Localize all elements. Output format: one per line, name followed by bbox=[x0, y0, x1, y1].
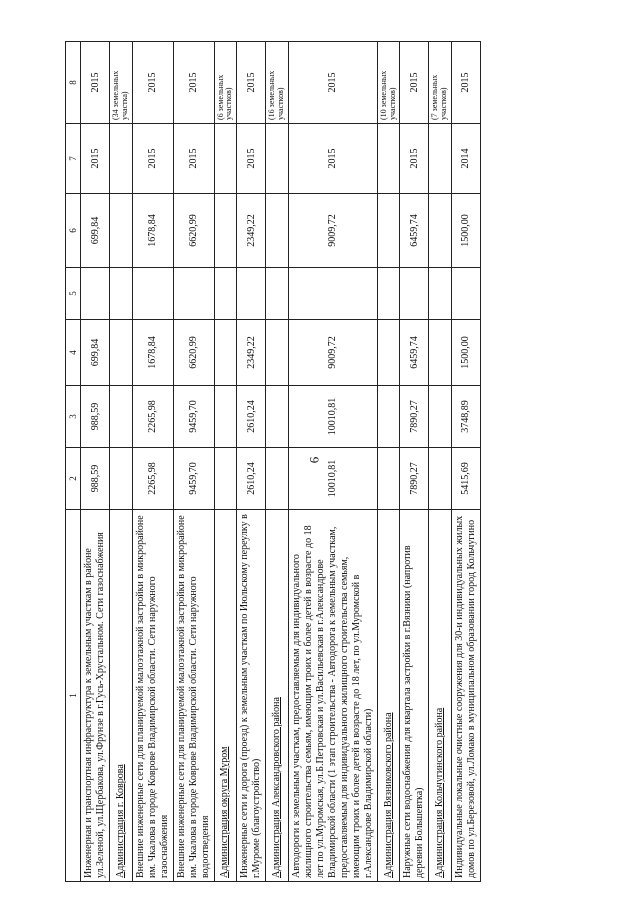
value-cell-c7: 2015 bbox=[288, 124, 377, 194]
value-cell-c4: 6459,74 bbox=[400, 320, 429, 386]
value-cell-c6: 2349,22 bbox=[237, 194, 266, 268]
empty-cell bbox=[377, 124, 400, 194]
empty-cell bbox=[266, 124, 289, 194]
empty-cell bbox=[266, 194, 289, 268]
value-cell-c3: 2265,98 bbox=[132, 386, 173, 448]
empty-cell bbox=[110, 448, 133, 510]
table-row bbox=[451, 42, 480, 882]
value-cell-c2: 5415,69 bbox=[451, 448, 480, 510]
value-cell-c7: 2015 bbox=[173, 124, 214, 194]
object-name-cell: Администрация округа Муром bbox=[214, 510, 237, 882]
empty-cell bbox=[377, 448, 400, 510]
value-cell-c3: 9459,70 bbox=[173, 386, 214, 448]
value-cell-c3: 3748,89 bbox=[451, 386, 480, 448]
value-cell-c8: 2015 bbox=[288, 42, 377, 124]
col-header: 3 bbox=[66, 386, 81, 448]
object-name-cell: Инженерные сети и дорога (проезд) к земельным участкам по Июльскому переулку в г.Муроме (благоустройство) bbox=[237, 510, 266, 882]
table-row bbox=[81, 42, 110, 882]
empty-cell bbox=[214, 194, 237, 268]
value-cell-c2: 988,59 bbox=[81, 448, 110, 510]
value-cell-c8: 2015 bbox=[237, 42, 266, 124]
table-row bbox=[288, 42, 377, 882]
empty-cell bbox=[377, 194, 400, 268]
value-cell-c5 bbox=[400, 268, 429, 320]
section-header-row bbox=[110, 42, 133, 882]
value-cell-c5 bbox=[451, 268, 480, 320]
empty-cell bbox=[266, 320, 289, 386]
table-row bbox=[173, 42, 214, 882]
object-name-cell: Инженерная и транспортная инфраструктура к земельным участкам в районе ул.Зеленой, ул.Щербакова, ул.Фрунзе в г.Гусь-Хрустальном. Сети газоснабжения bbox=[81, 510, 110, 882]
empty-cell bbox=[377, 386, 400, 448]
empty-cell bbox=[110, 320, 133, 386]
empty-cell bbox=[110, 124, 133, 194]
value-cell-c3: 10010,81 bbox=[288, 386, 377, 448]
section-header-row bbox=[214, 42, 237, 882]
object-name-cell: Автодороги к земельным участкам, предоставляемым для индивидуального жилищного строительства семьям, имеющим троих и более детей в возрасте до 18 лет по ул.Муромская, ул.Б.Петровская и ул.Васильевская в г.Александрове Владимирской области (1 этап строительства - Автодорога к земельным участкам, предоставляемым для индивидуального жилищного строительства семьям, имеющим троих и более детей в возрасте до 18 лет, по ул.Муромской в г.Александрове Владимирской области) bbox=[288, 510, 377, 882]
empty-cell bbox=[429, 386, 452, 448]
value-cell-c2: 2610,24 bbox=[237, 448, 266, 510]
empty-cell bbox=[429, 448, 452, 510]
col-header: 8 bbox=[66, 42, 81, 124]
empty-cell bbox=[110, 268, 133, 320]
value-cell-c6: 6620,99 bbox=[173, 194, 214, 268]
value-cell-c4: 2349,22 bbox=[237, 320, 266, 386]
col-header: 4 bbox=[66, 320, 81, 386]
column-number-row bbox=[66, 42, 81, 882]
section-header-row bbox=[266, 42, 289, 882]
table-row bbox=[400, 42, 429, 882]
value-cell-c8: 2015 bbox=[81, 42, 110, 124]
value-cell-c2: 9459,70 bbox=[173, 448, 214, 510]
empty-cell bbox=[429, 194, 452, 268]
empty-cell bbox=[266, 268, 289, 320]
object-name-cell: Администрация Вязниковского района bbox=[377, 510, 400, 882]
object-name-cell: Индивидуальные локальные очистные сооружения для 30-и индивидуальных жилых домов по ул.Березовой, ул.Ломако в муниципальном образовании город Кольчугино bbox=[451, 510, 480, 882]
value-cell-c5 bbox=[81, 268, 110, 320]
value-cell-c7: 2015 bbox=[132, 124, 173, 194]
plots-note-cell: (7 земельных участков) bbox=[429, 42, 452, 124]
value-cell-c5 bbox=[237, 268, 266, 320]
object-name-cell: Наружные сети водоснабжения для квартала застройки в г.Вязники (напротив деревни Большевтка) bbox=[400, 510, 429, 882]
col-header: 7 bbox=[66, 124, 81, 194]
value-cell-c6: 6459,74 bbox=[400, 194, 429, 268]
col-header: 6 bbox=[66, 194, 81, 268]
value-cell-c7: 2015 bbox=[81, 124, 110, 194]
rotated-page bbox=[65, 42, 585, 882]
value-cell-c6: 9009,72 bbox=[288, 194, 377, 268]
page-number: 6 bbox=[306, 456, 322, 464]
value-cell-c3: 988,59 bbox=[81, 386, 110, 448]
object-name-cell: Внешние инженерные сети для планируемой малоэтажной застройки в микрорайоне им. Чкалова в городе Коврове Владимирской области. Сети наружного водоотведения bbox=[173, 510, 214, 882]
plots-note-cell: (16 земельных участков) bbox=[266, 42, 289, 124]
value-cell-c4: 9009,72 bbox=[288, 320, 377, 386]
object-name-cell: Внешние инженерные сети для планируемой малоэтажной застройки в микрорайоне им. Чкалова в городе Коврове Владимирской области. Сети наружного газоснабжения bbox=[132, 510, 173, 882]
value-cell-c2: 7890,27 bbox=[400, 448, 429, 510]
value-cell-c6: 1500,00 bbox=[451, 194, 480, 268]
value-cell-c8: 2015 bbox=[451, 42, 480, 124]
value-cell-c4: 6620,99 bbox=[173, 320, 214, 386]
empty-cell bbox=[429, 320, 452, 386]
col-header: 2 bbox=[66, 448, 81, 510]
plots-note-cell: (6 земельных участков) bbox=[214, 42, 237, 124]
empty-cell bbox=[214, 386, 237, 448]
value-cell-c4: 1500,00 bbox=[451, 320, 480, 386]
value-cell-c2: 2265,98 bbox=[132, 448, 173, 510]
empty-cell bbox=[110, 194, 133, 268]
table-row bbox=[237, 42, 266, 882]
empty-cell bbox=[266, 386, 289, 448]
table-body bbox=[81, 42, 481, 882]
value-cell-c7: 2015 bbox=[400, 124, 429, 194]
empty-cell bbox=[266, 448, 289, 510]
value-cell-c4: 1678,84 bbox=[132, 320, 173, 386]
plots-note-cell: (34 земельных участка) bbox=[110, 42, 133, 124]
col-header: 1 bbox=[66, 510, 81, 882]
empty-cell bbox=[429, 268, 452, 320]
object-name-cell: Администрация Александровского района bbox=[266, 510, 289, 882]
empty-cell bbox=[377, 320, 400, 386]
data-table bbox=[65, 41, 481, 882]
object-name-cell: Администрация г. Коврова bbox=[110, 510, 133, 882]
plots-note-cell: (10 земельных участков) bbox=[377, 42, 400, 124]
col-header: 5 bbox=[66, 268, 81, 320]
value-cell-c8: 2015 bbox=[132, 42, 173, 124]
section-header-row bbox=[429, 42, 452, 882]
empty-cell bbox=[214, 320, 237, 386]
value-cell-c5 bbox=[173, 268, 214, 320]
object-name-cell: Администрация Кольчугинского района bbox=[429, 510, 452, 882]
value-cell-c5 bbox=[132, 268, 173, 320]
section-header-row bbox=[377, 42, 400, 882]
empty-cell bbox=[110, 386, 133, 448]
empty-cell bbox=[214, 268, 237, 320]
table-row bbox=[132, 42, 173, 882]
value-cell-c7: 2015 bbox=[237, 124, 266, 194]
empty-cell bbox=[214, 124, 237, 194]
value-cell-c6: 1678,84 bbox=[132, 194, 173, 268]
empty-cell bbox=[429, 124, 452, 194]
value-cell-c3: 2610,24 bbox=[237, 386, 266, 448]
value-cell-c8: 2015 bbox=[173, 42, 214, 124]
value-cell-c5 bbox=[288, 268, 377, 320]
value-cell-c8: 2015 bbox=[400, 42, 429, 124]
value-cell-c6: 699,84 bbox=[81, 194, 110, 268]
empty-cell bbox=[214, 448, 237, 510]
empty-cell bbox=[377, 268, 400, 320]
value-cell-c3: 7890,27 bbox=[400, 386, 429, 448]
value-cell-c4: 699,84 bbox=[81, 320, 110, 386]
value-cell-c2: 10010,81 bbox=[288, 448, 377, 510]
value-cell-c7: 2014 bbox=[451, 124, 480, 194]
